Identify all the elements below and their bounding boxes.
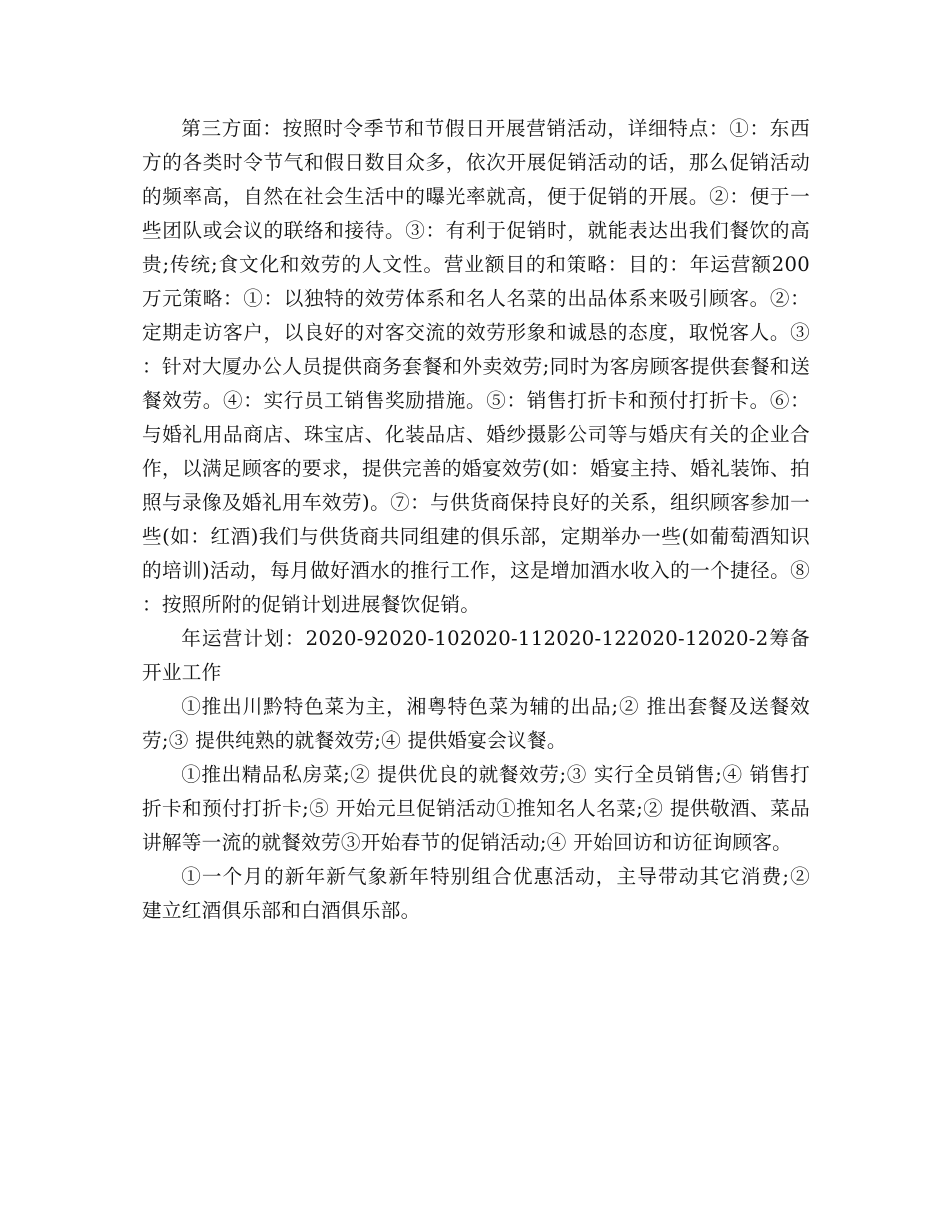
paragraph-marketing-strategy: 第三方面：按照时令季节和节假日开展营销活动，详细特点：①：东西方的各类时令节气和假日数目众多，依次开展促销活动的话，那么促销活动的频率高，自然在社会生活中的曝光率就高，便于促销的开展。②：便于一些团队或会议的联络和接待。③：有利于促销时，就能表达出我们餐饮的高贵;传统;食文化和效劳的人文性。营业额目的和策略：目的：年运营额200万元策略：①：以独特的效劳体系和名人名菜的出品体系来吸引顾客。②：定期走访客户，以良好的对客交流的效劳形象和诚恳的态度，取悦客人。③：针对大厦办公人员提供商务套餐和外卖效劳;同时为客房顾客提供套餐和送餐效劳。④：实行员工销售奖励措施。⑤：销售打折卡和预付打折卡。⑥：与婚礼用品商店、珠宝店、化装品店、婚纱摄影公司等与婚庆有关的企业合作，以满足顾客的要求，提供完善的婚宴效劳(如：婚宴主持、婚礼装饰、拍照与录像及婚礼用车效劳)。⑦：与供货商保持良好的关系，组织顾客参加一些(如：红酒)我们与供货商共同组建的俱乐部，定期举办一些(如葡萄酒知识的培训)活动，每月做好酒水的推行工作，这是增加酒水收入的一个捷径。⑧：按照所附的促销计划进展餐饮促销。 — [142, 117, 810, 616]
paragraph-plan-phase-2: ①推出精品私房菜;② 提供优良的就餐效劳;③ 实行全员销售;④ 销售打折卡和预付打折卡;⑤ 开始元旦促销活动①推知名人名菜;② 提供敬酒、菜品讲解等一流的就餐效劳③开始春节的促销活动;④ 开始回访和访征询顾客。 — [142, 763, 810, 854]
paragraph-plan-phase-3: ①一个月的新年新气象新年特别组合优惠活动，主导带动其它消费;② 建立红酒俱乐部和白酒俱乐部。 — [142, 865, 810, 922]
document-body — [142, 112, 810, 928]
paragraph-annual-plan: 年运营计划：2020-92020-102020-112020-122020-12020-2筹备开业工作 — [142, 627, 810, 684]
paragraph-plan-phase-1: ①推出川黔特色菜为主，湘粤特色菜为辅的出品;② 推出套餐及送餐效劳;③ 提供纯熟的就餐效劳;④ 提供婚宴会议餐。 — [142, 695, 810, 752]
